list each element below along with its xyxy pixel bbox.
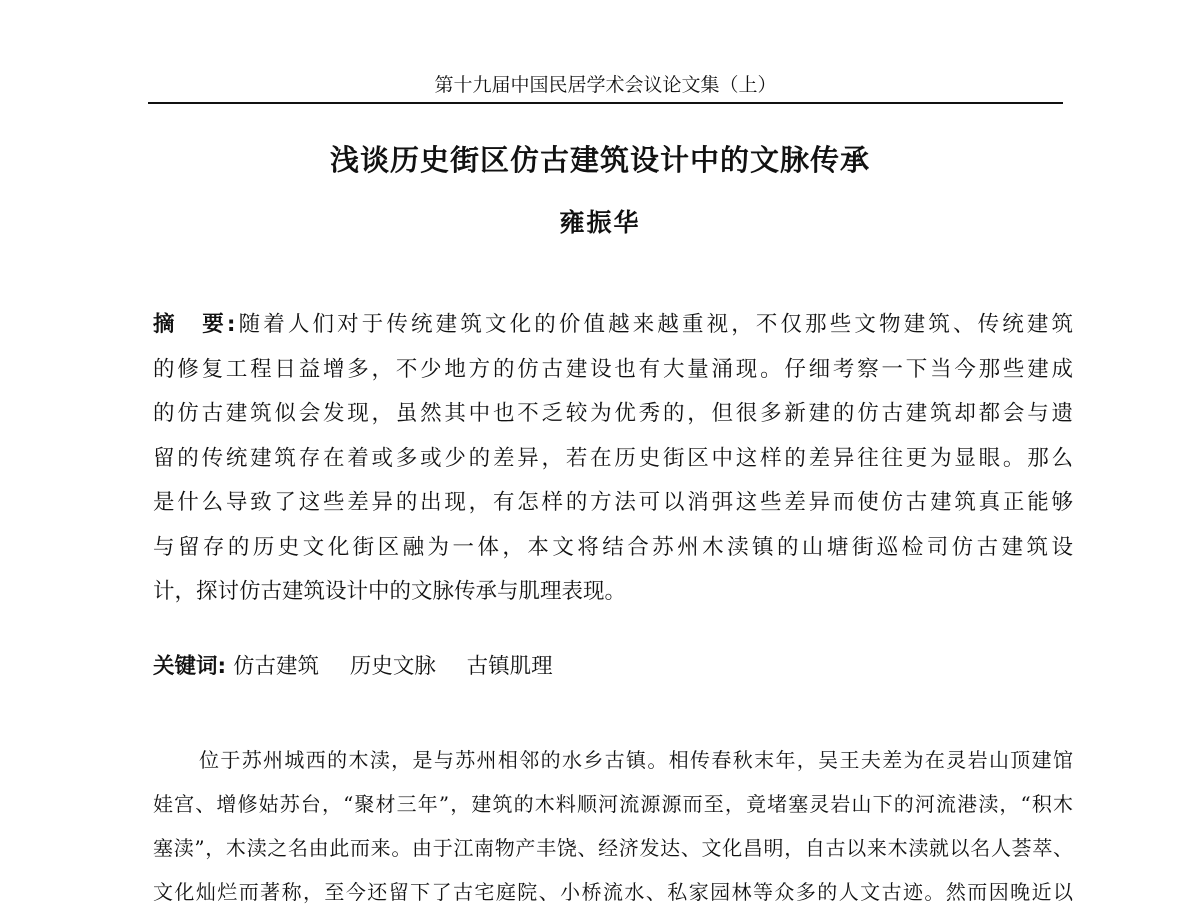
abstract-line: 是什么导致了这些差异的出现，有怎样的方法可以消弭这些差异而使仿古建筑真正能够 — [153, 490, 1073, 515]
abstract-line: 留的传统建筑存在着或多或少的差异，若在历史街区中这样的差异往往更为显眼。那么 — [153, 445, 1073, 471]
keywords-label: 关键词: — [153, 654, 227, 679]
keyword: 古镇肌理 — [466, 654, 553, 679]
paper-title: 浅谈历史街区仿古建筑设计中的文脉传承 — [329, 143, 870, 177]
body-text — [153, 738, 1073, 914]
keywords — [153, 647, 1073, 687]
body-line: 文化灿烂而著称，至今还留下了古宅庭院、小桥流水、私家园林等众多的人文古迹。然而因晚近以 — [153, 880, 1073, 904]
running-head: 第十九届中国民居学术会议论文集（上） — [148, 68, 1063, 104]
body-line: 娃宫、增修姑苏台，“聚材三年”，建筑的木料顺河流源源而至，竟堵塞灵岩山下的河流港渎，“积木 — [153, 792, 1073, 816]
abstract-line: 与留存的历史文化街区融为一体，本文将结合苏州木渎镇的山塘街巡检司仿古建筑设 — [153, 534, 1073, 560]
abstract-label: 摘 要: — [153, 312, 236, 337]
abstract-line: 计，探讨仿古建筑设计中的文脉传承与肌理表现。 — [153, 579, 627, 604]
body-line: 塞渎”，木渎之名由此而来。由于江南物产丰饶、经济发达、文化昌明，自古以来木渎就以名人荟萃、 — [153, 836, 1073, 860]
abstract — [153, 303, 1073, 615]
abstract-line: 的修复工程日益增多，不少地方的仿古建设也有大量涌现。仔细考察一下当今那些建成 — [153, 356, 1073, 382]
abstract-text: 随着人们对于传统建筑文化的价值越来越重视，不仅那些文物建筑、传统建筑 — [235, 312, 1073, 337]
keyword: 历史文脉 — [349, 654, 436, 679]
keyword: 仿古建筑 — [232, 654, 319, 679]
body-line: 位于苏州城西的木渎，是与苏州相邻的水乡古镇。相传春秋末年，吴王夫差为在灵岩山顶建馆 — [199, 748, 1073, 772]
abstract-line — [153, 303, 1073, 348]
abstract-line: 的仿古建筑似会发现，虽然其中也不乏较为优秀的，但很多新建的仿古建筑却都会与遗 — [153, 401, 1073, 426]
author-name: 雍振华 — [559, 208, 641, 237]
